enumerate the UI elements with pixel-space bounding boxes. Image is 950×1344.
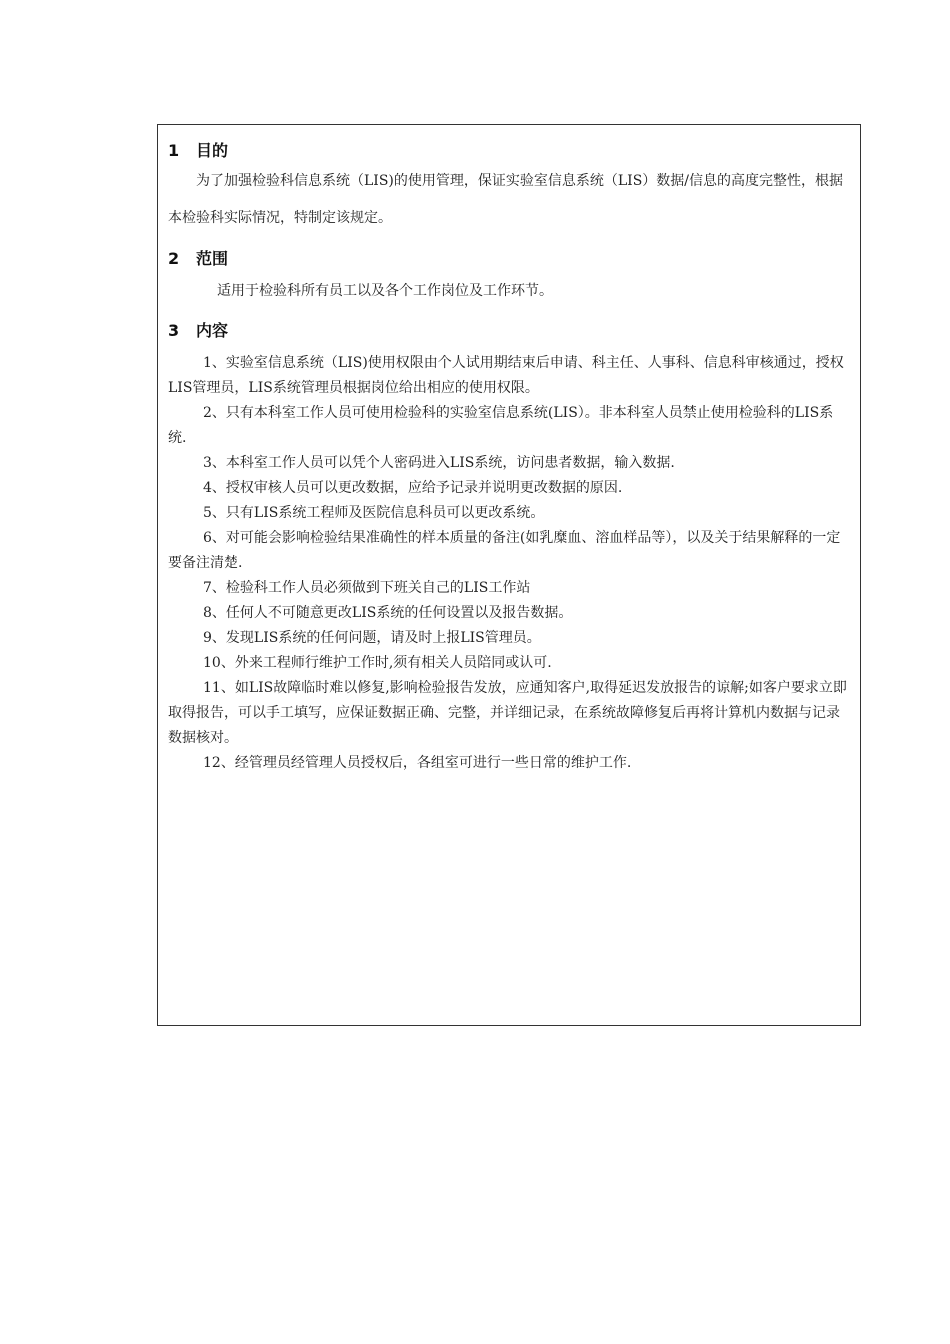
section-title: 目的	[196, 141, 229, 160]
list-item: 10、外来工程师行维护工作时,须有相关人员陪同或认可.	[203, 655, 552, 671]
section-title: 范围	[196, 249, 229, 268]
content-rules-list	[168, 351, 850, 776]
scope-paragraph: 适用于检验科所有员工以及各个工作岗位及工作环节。	[217, 283, 553, 299]
section-number: 3	[168, 321, 180, 340]
section-heading-scope	[168, 247, 850, 271]
list-item: 9、发现LIS系统的任何问题，请及时上报LIS管理员。	[203, 630, 541, 646]
section-number: 2	[168, 249, 180, 268]
document-frame	[157, 124, 861, 1026]
list-item: 6、对可能会影响检验结果准确性的样本质量的备注(如乳糜血、溶血样品等），以及关于结果解释的一定要备注清楚.	[168, 530, 841, 571]
list-item: 12、经管理员经管理人员授权后，各组室可进行一些日常的维护工作.	[203, 755, 632, 771]
list-item: 7、检验科工作人员必须做到下班关自己的LIS工作站	[203, 580, 531, 596]
list-item: 4、授权审核人员可以更改数据，应给予记录并说明更改数据的原因.	[203, 480, 623, 496]
section-number: 1	[168, 141, 180, 160]
list-item: 8、任何人不可随意更改LIS系统的任何设置以及报告数据。	[203, 605, 573, 621]
list-item: 1、实验室信息系统（LIS)使用权限由个人试用期结束后申请、科主任、人事科、信息科审核通过，授权LIS管理员，LIS系统管理员根据岗位给出相应的使用权限。	[168, 355, 844, 396]
purpose-paragraph: 为了加强检验科信息系统（LIS)的使用管理，保证实验室信息系统（LIS）数据/信息的高度完整性，根据本检验科实际情况，特制定该规定。	[168, 173, 844, 226]
section-heading-purpose	[168, 139, 850, 163]
section-heading-content	[168, 319, 850, 343]
list-item: 3、本科室工作人员可以凭个人密码进入LIS系统，访问患者数据，输入数据.	[203, 455, 675, 471]
list-item: 2、只有本科室工作人员可使用检验科的实验室信息系统(LIS）。非本科室人员禁止使用检验科的LIS系统.	[168, 405, 834, 446]
section-title: 内容	[196, 321, 229, 340]
list-item: 11、如LIS故障临时难以修复,影响检验报告发放，应通知客户,取得延迟发放报告的谅解;如客户要求立即取得报告，可以手工填写，应保证数据正确、完整，并详细记录，在系统故障修复后再将计算机内数据与记录数据核对。	[168, 680, 847, 746]
list-item: 5、只有LIS系统工程师及医院信息科员可以更改系统。	[203, 505, 545, 521]
